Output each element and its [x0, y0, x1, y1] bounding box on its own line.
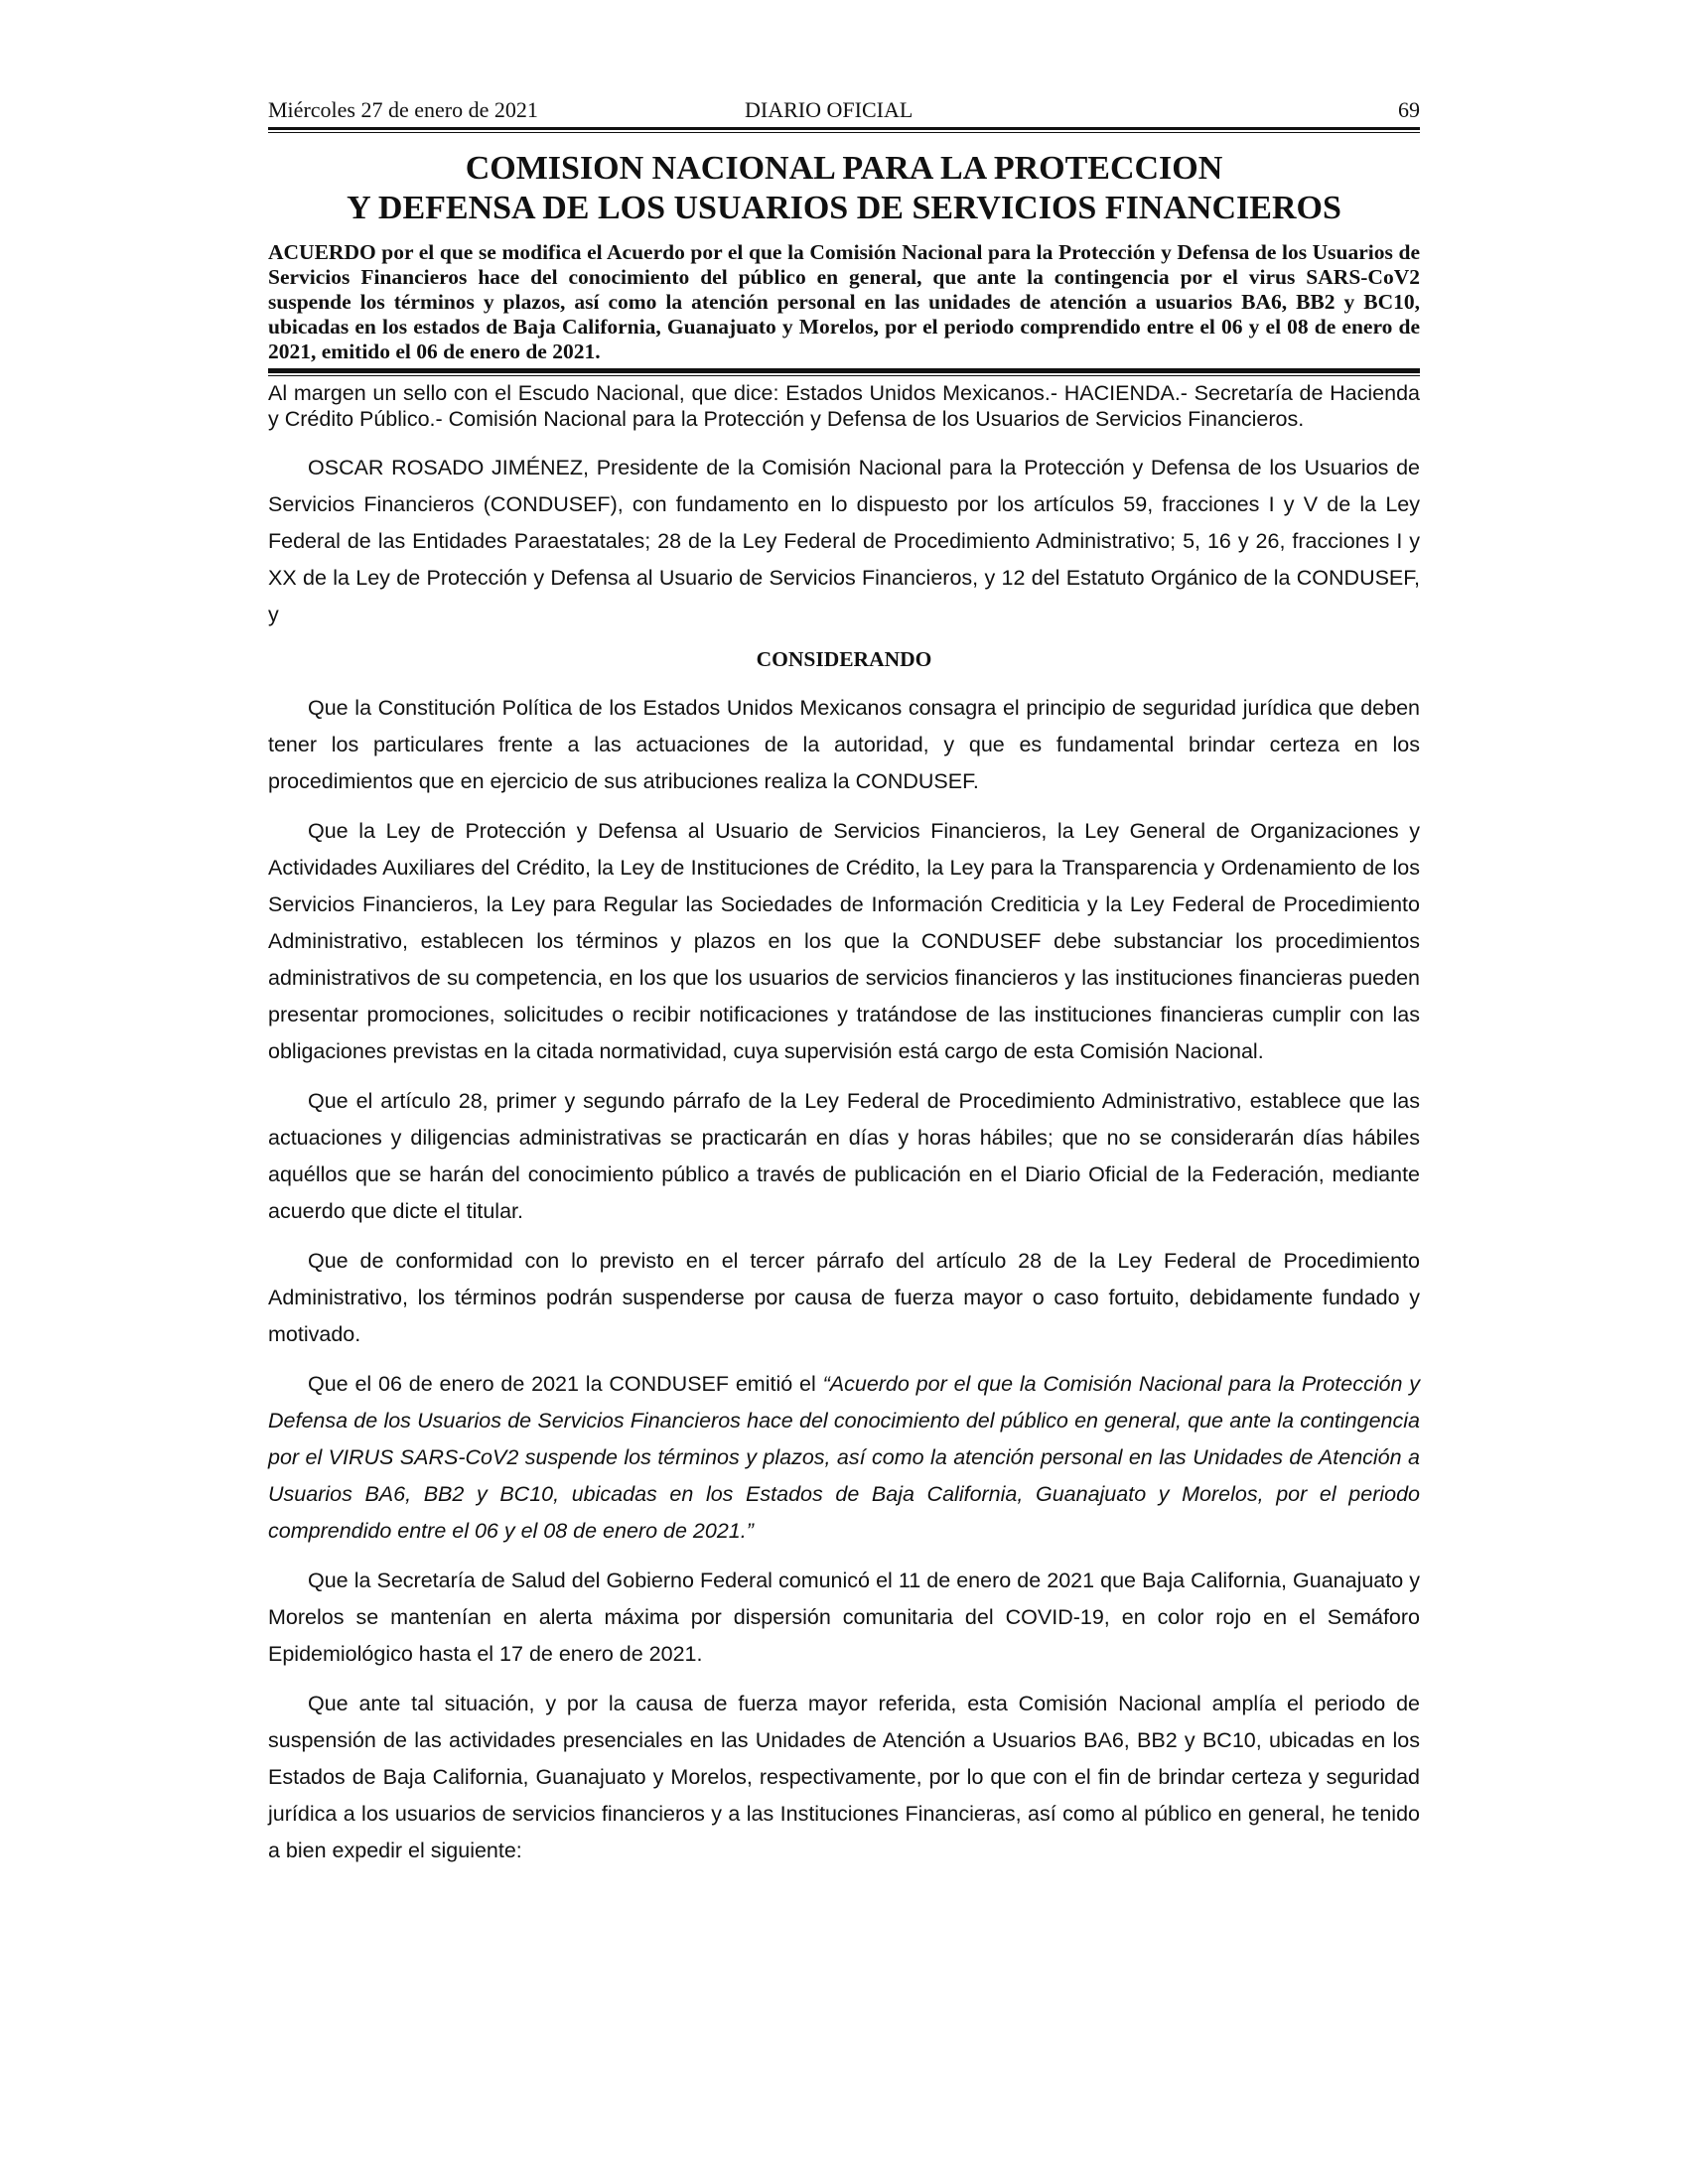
header-date: Miércoles 27 de enero de 2021	[268, 97, 538, 122]
document-page	[268, 95, 1420, 1869]
paragraph-3: Que el artículo 28, primer y segundo párrafo de la Ley Federal de Procedimiento Administrativo, establece que las actuaciones y diligencias administrativas se practicarán en días y horas hábiles; que no se considerarán días hábiles aquéllos que se harán del conocimiento público a través de publicación en el Diario Oficial de la Federación, mediante acuerdo que dicte el titular.	[268, 1089, 1420, 1223]
acuerdo-title: ACUERDO por el que se modifica el Acuerdo por el que la Comisión Nacional para la Protección y Defensa de los Usuarios de Servicios Financieros hace del conocimiento del público en general, que ante la contingencia por el virus SARS-CoV2 suspende los términos y plazos, así como la atención personal en las unidades de atención a usuarios BA6, BB2 y BC10, ubicadas en los estados de Baja California, Guanajuato y Morelos, por el periodo comprendido entre el 06 y el 08 de enero de 2021, emitido el 06 de enero de 2021.	[268, 240, 1420, 363]
running-header	[268, 95, 1420, 125]
title-rule	[268, 368, 1420, 376]
paragraph-7: Que ante tal situación, y por la causa de fuerza mayor referida, esta Comisión Nacional amplía el periodo de suspensión de las actividades presenciales en las Unidades de Atención a Usuarios BA6, BB2 y BC10, ubicadas en los Estados de Baja California, Guanajuato y Morelos, respectivamente, por lo que con el fin de brindar certeza y seguridad jurídica a los usuarios de servicios financieros y a las Instituciones Financieras, así como al público en general, he tenido a bien expedir el siguiente:	[268, 1692, 1420, 1862]
considerando-heading: CONSIDERANDO	[756, 647, 932, 671]
preamble-paragraph: OSCAR ROSADO JIMÉNEZ, Presidente de la Comisión Nacional para la Protección y Defensa de los Usuarios de Servicios Financieros (CONDUSEF), con fundamento en lo dispuesto por los artículos 59, fracciones I y V de la Ley Federal de las Entidades Paraestatales; 28 de la Ley Federal de Procedimiento Administrativo; 5, 16 y 26, fracciones I y XX de la Ley de Protección y Defensa al Usuario de Servicios Financieros, y 12 del Estatuto Orgánico de la CONDUSEF, y	[268, 456, 1420, 626]
paragraph-6: Que la Secretaría de Salud del Gobierno Federal comunicó el 11 de enero de 2021 que Baja California, Guanajuato y Morelos se mantenían en alerta máxima por dispersión comunitaria del COVID-19, en color rojo en el Semáforo Epidemiológico hasta el 17 de enero de 2021.	[268, 1569, 1420, 1666]
institution-line-1: COMISION NACIONAL PARA LA PROTECCION	[465, 150, 1223, 187]
paragraph-1: Que la Constitución Política de los Estados Unidos Mexicanos consagra el principio de seguridad jurídica que deben tener los particulares frente a las actuaciones de la autoridad, y que es fundamental brindar certeza en los procedimientos que en ejercicio de sus atribuciones realiza la CONDUSEF.	[268, 696, 1420, 793]
paragraph-5-lead: Que el 06 de enero de 2021 la CONDUSEF emitió el	[308, 1372, 823, 1396]
paragraph-5-quote: “Acuerdo por el que la Comisión Nacional para la Protección y Defensa de los Usuarios de Servicios Financieros hace del conocimiento del público en general, que ante la contingencia por el VIRUS SARS-CoV2 suspende los términos y plazos, así como la atención personal en las Unidades de Atención a Usuarios BA6, BB2 y BC10, ubicadas en los Estados de Baja California, Guanajuato y Morelos, por el periodo comprendido entre el 06 y el 08 de enero de 2021.”	[268, 1372, 1420, 1543]
institution-line-2: Y DEFENSA DE LOS USUARIOS DE SERVICIOS FINANCIEROS	[347, 190, 1341, 226]
header-rule	[268, 127, 1420, 133]
paragraph-4: Que de conformidad con lo previsto en el tercer párrafo del artículo 28 de la Ley Federal de Procedimiento Administrativo, los términos podrán suspenderse por causa de fuerza mayor o caso fortuito, debidamente fundado y motivado.	[268, 1249, 1420, 1346]
paragraph-5	[268, 1366, 1420, 1550]
institution-heading	[268, 149, 1420, 228]
header-publication: DIARIO OFICIAL	[745, 97, 914, 122]
paragraph-2: Que la Ley de Protección y Defensa al Usuario de Servicios Financieros, la Ley General de Organizaciones y Actividades Auxiliares del Crédito, la Ley de Instituciones de Crédito, la Ley para la Transparencia y Ordenamiento de los Servicios Financieros, la Ley para Regular las Sociedades de Información Crediticia y la Ley Federal de Procedimiento Administrativo, establecen los términos y plazos en los que la CONDUSEF debe substanciar los procedimientos administrativos de su competencia, en los que los usuarios de servicios financieros y las instituciones financieras pueden presentar promociones, solicitudes o recibir notificaciones y tratándose de las instituciones financieras cumplir con las obligaciones previstas en la citada normatividad, cuya supervisión está cargo de esta Comisión Nacional.	[268, 819, 1420, 1063]
seal-text: Al margen un sello con el Escudo Nacional, que dice: Estados Unidos Mexicanos.- HACIENDA.- Secretaría de Hacienda y Crédito Público.- Comisión Nacional para la Protección y Defensa de los Usuarios de Servicios Financieros.	[268, 381, 1420, 431]
header-page-number: 69	[1398, 97, 1420, 122]
